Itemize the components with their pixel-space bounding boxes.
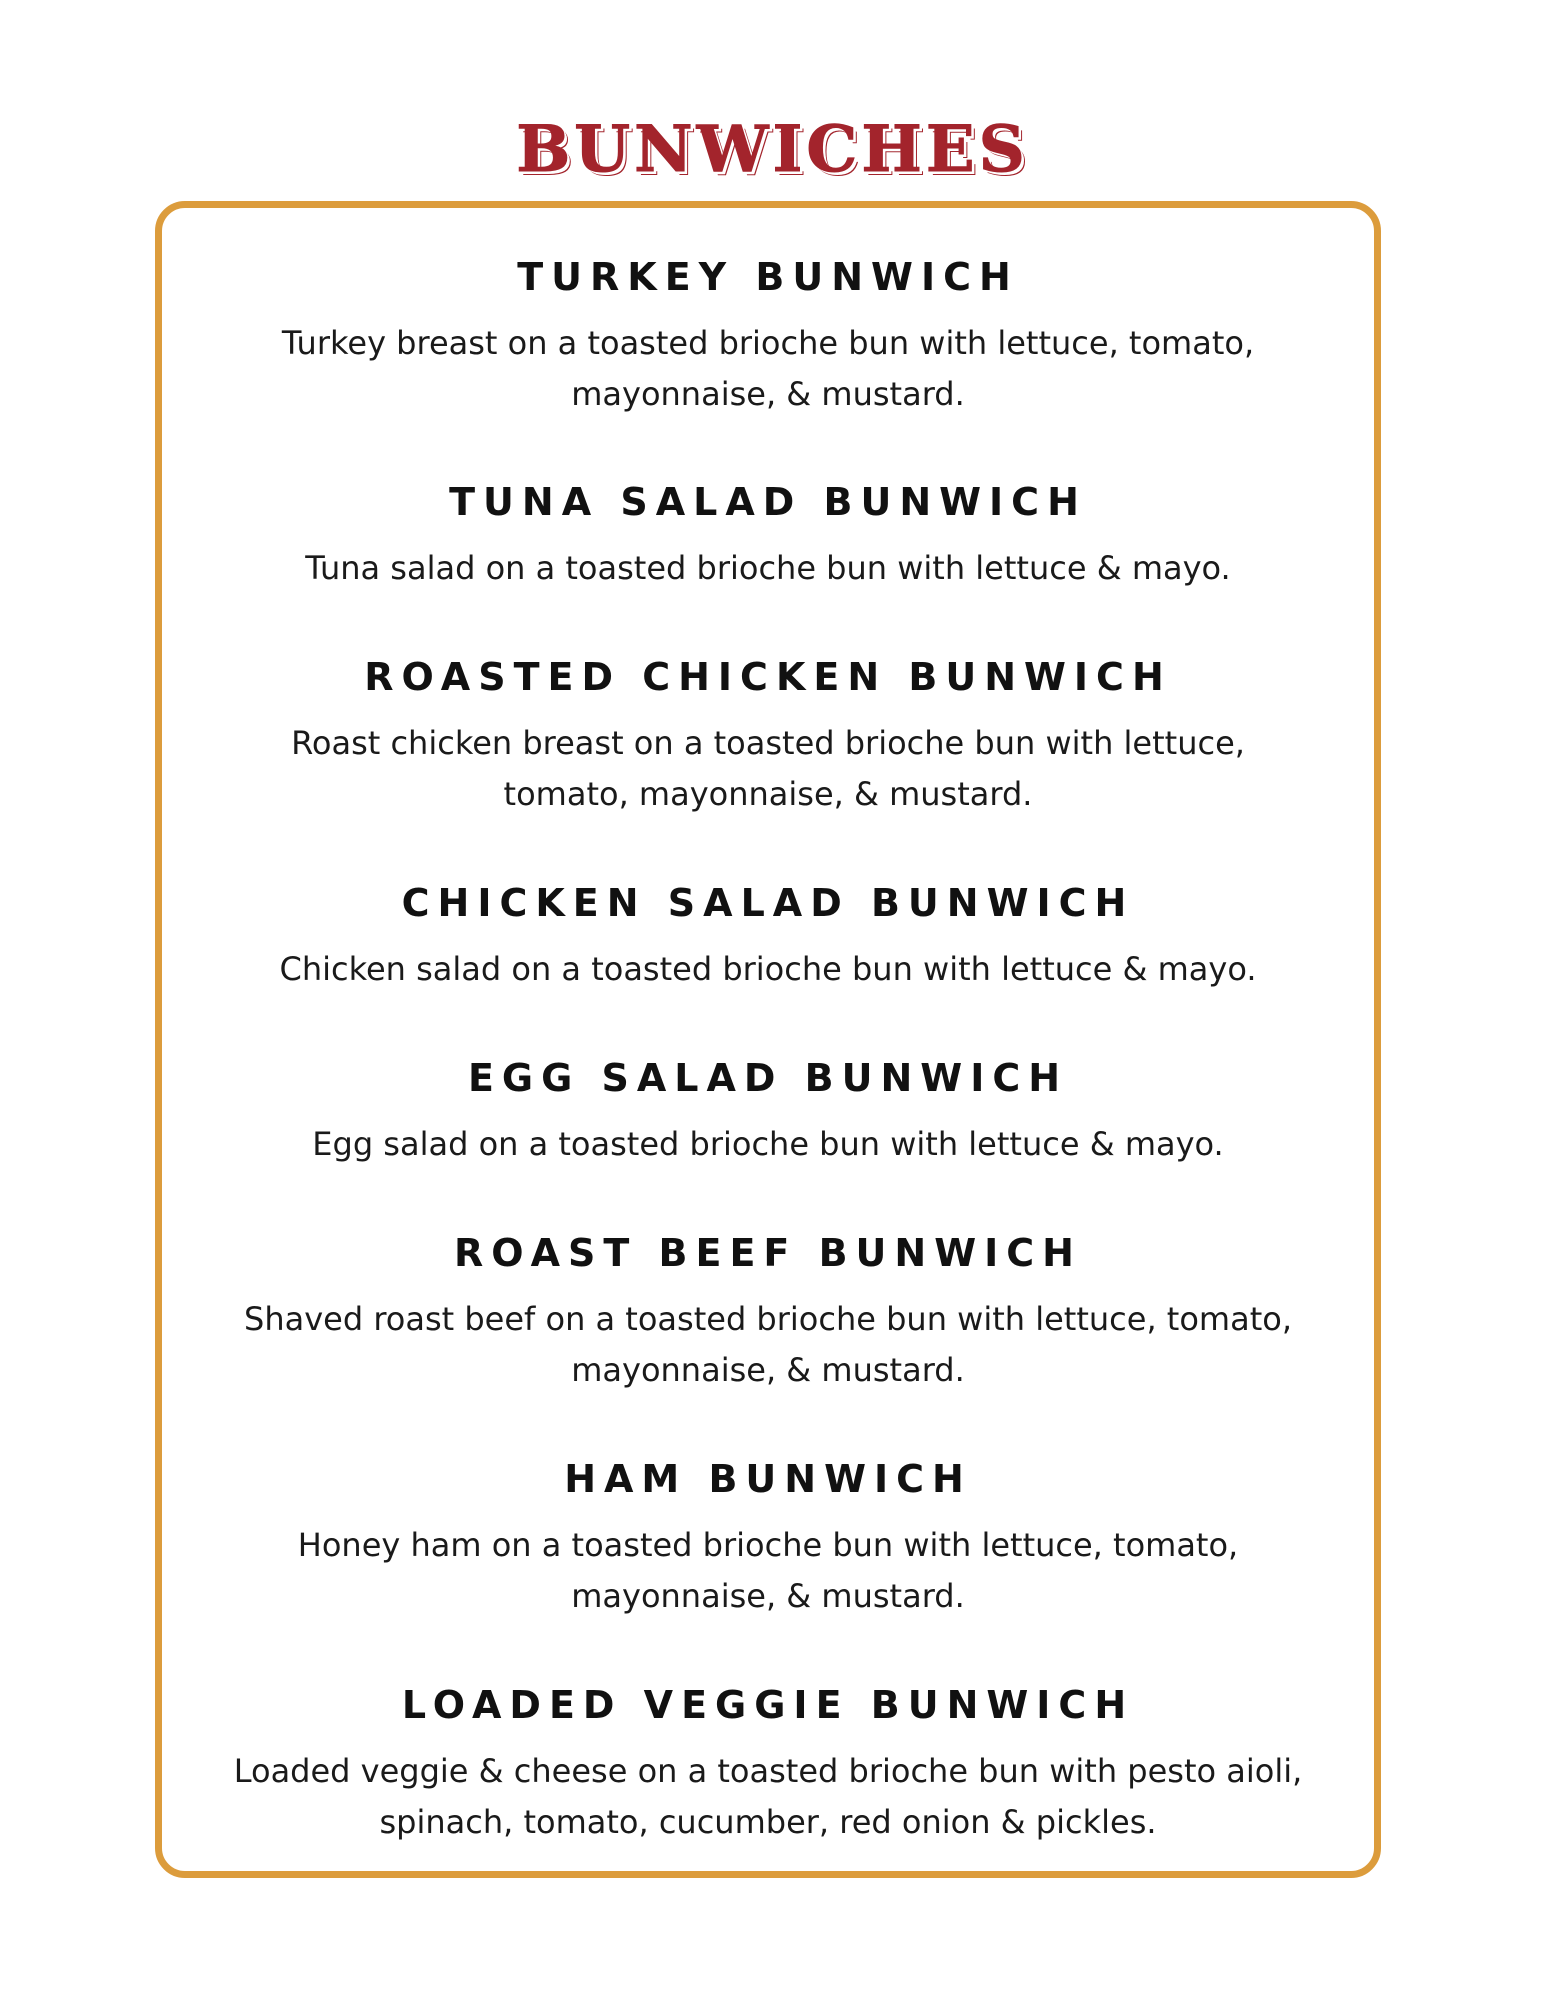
menu-item-chicken-salad bbox=[162, 880, 1374, 995]
menu-item-roasted-chicken bbox=[162, 654, 1374, 820]
item-description-line: Tuna salad on a toasted brioche bun with lettuce & mayo. bbox=[305, 549, 1231, 587]
item-description bbox=[228, 944, 1308, 995]
menu-item-ham bbox=[162, 1456, 1374, 1622]
item-name: TUNA SALAD BUNWICH bbox=[449, 480, 1087, 524]
item-description bbox=[228, 1294, 1308, 1396]
item-description-line: tomato, mayonnaise, & mustard. bbox=[503, 775, 1033, 813]
item-description-line: Loaded veggie & cheese on a toasted brioche bun with pesto aioli, bbox=[233, 1752, 1303, 1790]
menu-item-roast-beef bbox=[162, 1230, 1374, 1396]
item-description-line: Turkey breast on a toasted brioche bun with lettuce, tomato, bbox=[281, 324, 1255, 362]
item-description-line: mayonnaise, & mustard. bbox=[571, 1577, 965, 1615]
item-name: ROASTED CHICKEN BUNWICH bbox=[364, 655, 1172, 699]
item-description-line: mayonnaise, & mustard. bbox=[571, 1351, 965, 1389]
item-description-line: Chicken salad on a toasted brioche bun with lettuce & mayo. bbox=[279, 950, 1257, 988]
item-description-line: mayonnaise, & mustard. bbox=[571, 375, 965, 413]
item-name: CHICKEN SALAD BUNWICH bbox=[401, 881, 1135, 925]
item-description bbox=[228, 718, 1308, 820]
item-description bbox=[228, 1746, 1308, 1848]
item-description bbox=[228, 1520, 1308, 1622]
menu-item-tuna-salad bbox=[162, 479, 1374, 594]
menu-item-egg-salad bbox=[162, 1055, 1374, 1170]
item-description bbox=[228, 543, 1308, 594]
item-name: EGG SALAD BUNWICH bbox=[467, 1056, 1069, 1100]
item-name: ROAST BEEF BUNWICH bbox=[454, 1231, 1082, 1275]
item-name: HAM BUNWICH bbox=[564, 1457, 972, 1501]
item-name: TURKEY BUNWICH bbox=[517, 255, 1019, 299]
item-description-line: spinach, tomato, cucumber, red onion & pickles. bbox=[379, 1803, 1157, 1841]
item-description-line: Roast chicken breast on a toasted brioche bun with lettuce, bbox=[291, 724, 1245, 762]
item-name: LOADED VEGGIE BUNWICH bbox=[401, 1683, 1135, 1727]
item-description-line: Egg salad on a toasted brioche bun with lettuce & mayo. bbox=[312, 1125, 1224, 1163]
page-title: BUNWICHES bbox=[516, 112, 1029, 187]
item-description-line: Shaved roast beef on a toasted brioche bun with lettuce, tomato, bbox=[244, 1300, 1292, 1338]
menu-item-turkey bbox=[162, 254, 1374, 420]
item-description bbox=[228, 318, 1308, 420]
menu-item-loaded-veggie bbox=[162, 1682, 1374, 1848]
item-description bbox=[228, 1119, 1308, 1170]
menu-item-list bbox=[162, 208, 1388, 1885]
item-description-line: Honey ham on a toasted brioche bun with lettuce, tomato, bbox=[297, 1526, 1239, 1564]
menu-frame bbox=[155, 201, 1381, 1878]
